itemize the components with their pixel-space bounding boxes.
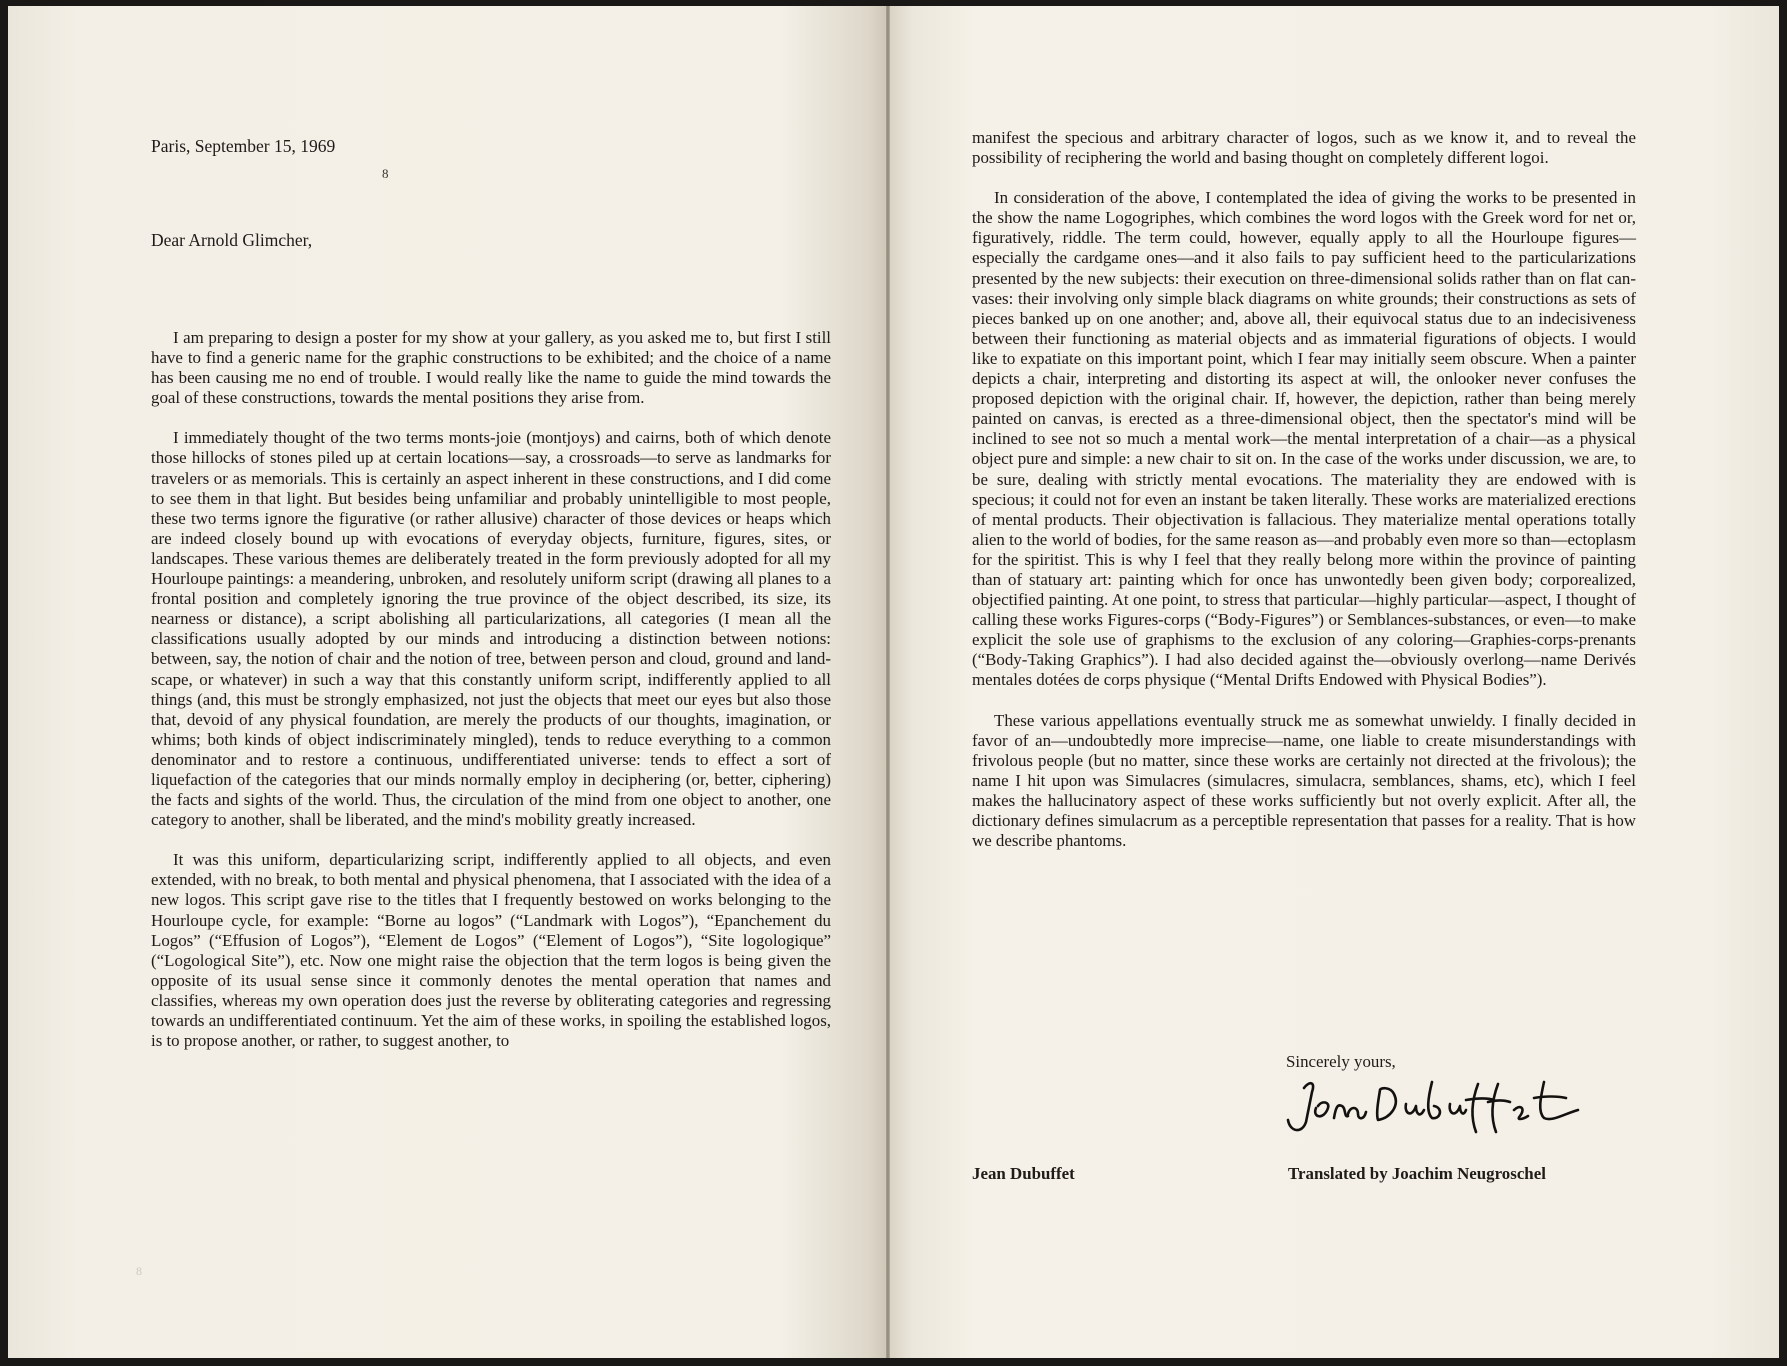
paragraph: I immediately thought of the two terms monts-joie (montjoys) and cairns, both of which denote those hillocks of stones piled up at certain locations—say, a crossroads—to serve as landmarks for travelers or as memorials. This is certainly an aspect inherent in these constructions, and I did come to see them in that light. But besides being unfamiliar and probably unintelligible to most people, these two terms ignore the figurative (or rather allusive) character of those devices or heaps which are indeed closely bound up with evocations of everyday objects, furniture, figures, sites, or landscapes. These various themes are deliberately treated in the form previously adopted for all my Hourloupe paintings: a meandering, unbroken, and resolutely uniform script (drawing all planes to a frontal position and completely ignoring the true province of the object described, its size, its nearness or distance), a script abolishing all particularizations, all categories (I mean all the classifications usually adopted by our minds and introducing a distinction between notions: between, say, the notion of chair and the notion of tree, between person and cloud, ground and landscape, or whatever) in such a way that this constantly uniform script, indifferently applied to all things (and, this must be strongly emphasized, not just the objects that meet our eyes but also those that, devoid of any physical foundation, are merely the products of our thoughts, imagination, or whims; both kinds of object indiscriminately mingled), tends to reduce everything to a common denominator and to restore a continuous, undifferentiated universe: tends to effect a sort of liquefaction of the categories that our minds normally employ in deciphering (or, better, ciphering) the facts and sights of the world. Thus, the circulation of the mind from one object to another, one category to another, shall be liberated, and the mind's mobility greatly increased. (151, 428, 831, 830)
paragraph: It was this uniform, departicularizing script, indifferently applied to all objects, and even extended, with no break, to both mental and physical phenomena, that I associated with the idea of a new logos. This script gave rise to the titles that I frequently bestowed on works belonging to the Hourloupe cycle, for example: “Borne au logos” (“Landmark with Logos”), “Epanchement du Logos” (“Effusion of Logos”), “Element de Logos” (“Element of Logos”), “Site logologique” (“Logological Site”), etc. Now one might raise the objection that the term logos is being given the opposite of its usual sense since it commonly denotes the mental operation that names and classifies, whereas my own operation does just the reverse by obliterating categories and regressing towards an undifferentiated continuum. Yet the aim of these works, in spoiling the established logos, is to propose another, or rather, to suggest another, to (151, 850, 831, 1051)
paragraph: These various appellations eventually struck me as somewhat unwieldy. I finally decided in favor of an—undoubtedly more imprecise—name, one liable to create misunderstandings with frivolous people (but no matter, since these works are certainly not directed at the frivolous); the name I hit upon was Simulacres (simulacres, simulacra, semblances, shams, etc), which I feel makes the hallucinatory aspect of these works sufficiently but not overly explicit. After all, the dictionary defines simulacrum as a perceptible representation that passes for a reality. That is how we describe phantoms. (972, 710, 1636, 851)
paragraph: manifest the specious and arbitrary character of logos, such as we know it, and to reveal the possibility of reciphering the world and basing thought on completely different logoi. (972, 128, 1636, 168)
letter-date: Paris, September 15, 1969 (151, 136, 336, 156)
left-page-body (151, 328, 831, 1071)
left-page (8, 6, 886, 1358)
right-page (886, 6, 1779, 1358)
handwritten-signature (1282, 1070, 1602, 1140)
page-number: 8 (136, 1264, 142, 1278)
right-page-body (972, 128, 1636, 871)
pencil-mark: 8 (382, 166, 389, 181)
paragraph: In consideration of the above, I contemplated the idea of giving the works to be presented in the show the name Logogriphes, which combines the word logos with the Greek word for net or, figuratively, riddle. The term could, however, equally apply to all the Hourloupe figures—especially the cardgame ones—and it also fails to pay sufficient heed to the particularizations presented by the new subjects: their execution on three-dimensional solids rather than on flat canvases: their involving only simple black diagrams on white grounds; their constructions as sets of pieces banked up on one another; and, above all, their equivocal status due to an indecisiveness between their functioning as material objects and as immaterial figurations of objects. I would like to expatiate on this important point, which I fear may initially seem obscure. When a painter depicts a chair, interpreting and distorting its aspect at will, the onlooker never confuses the proposed depiction with the original chair. If, however, the depiction, rather than being merely painted on canvas, is erected as a three-dimensional object, then the spectator's mind will be inclined to see not so much a mental work—the mental interpretation of a chair—as a physical object pure and simple: a new chair to sit on. In the case of the works under discussion, we are, to be sure, dealing with strictly mental evocations. The materiality they are endowed with is specious; it could not for even an instant be taken literally. These works are materialized erections of mental products. Their objectivation is fallacious. They materialize mental operations totally alien to the world of bodies, for the same reason as—and probably even more so than—ectoplasm for the spiritist. This is why I feel that they really belong more within the province of painting than of statuary art: painting which for once has unwontedly been given body; corporealized, objectified painting. At one point, to stress that particular—highly particular—aspect, I thought of calling these works Figures-corps (“Body-Figures”) or Semblances-substances, or even—to make explicit the sole use of graphisms to the exclusion of any coloring—Graphies-corps-prenants (“Body-Taking Graphics”). I had also decided against the—obviously overlong—name Derivés mentales dotées de corps physique (“Mental Drifts Endowed with Physical Bodies”). (972, 188, 1636, 690)
book-gutter (886, 6, 890, 1358)
letter-closing: Sincerely yours, (1286, 1052, 1396, 1071)
author-name: Jean Dubuffet (972, 1164, 1075, 1183)
paragraph: I am preparing to design a poster for my show at your gallery, as you asked me to, but first I still have to find a generic name for the graphic constructions to be exhibited; and the choice of a name has been causing me no end of trouble. I would really like the name to guide the mind towards the goal of these constructions, towards the mental positions they arise from. (151, 328, 831, 408)
book-spread (8, 6, 1779, 1358)
translator-credit: Translated by Joachim Neugroschel (1288, 1164, 1546, 1183)
letter-salutation: Dear Arnold Glimcher, (151, 230, 313, 250)
